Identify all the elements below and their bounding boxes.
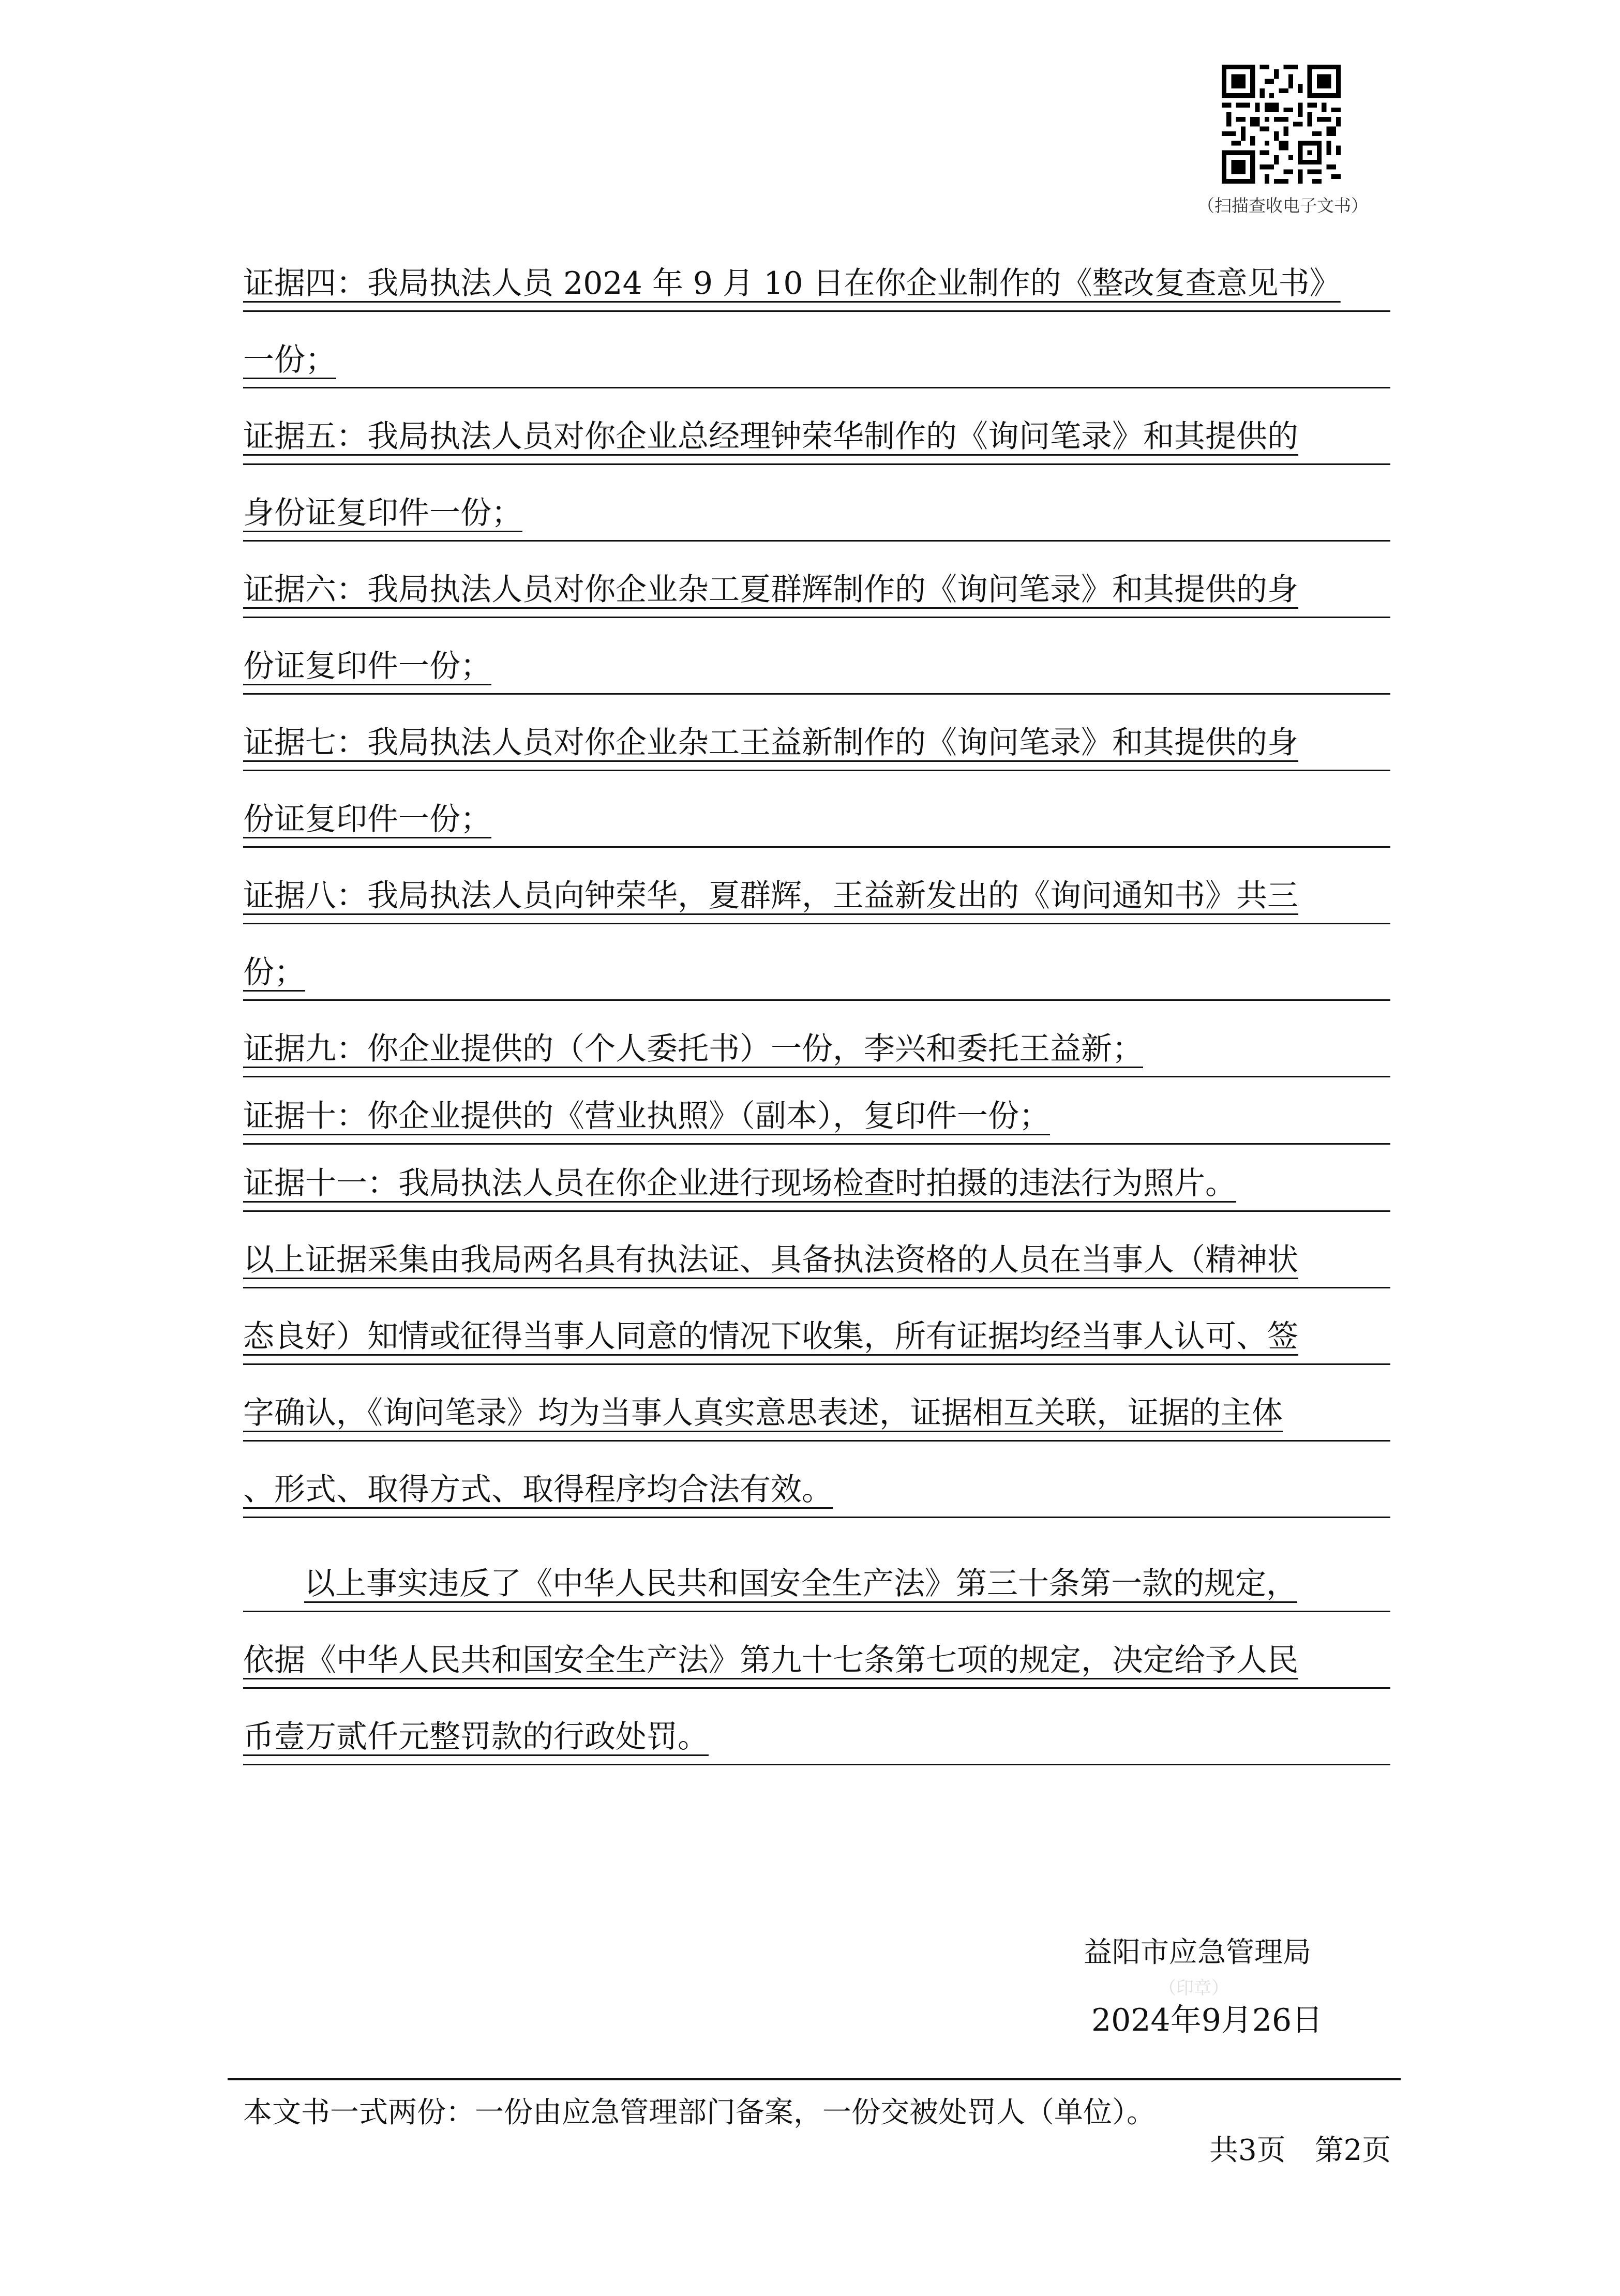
text-line [243,1301,1390,1365]
text-line-content: 证据九：你企业提供的（个人委托书）一份，李兴和委托王益新； [243,1031,1143,1067]
text-line [243,325,1390,388]
text-line-content: 依据《中华人民共和国安全生产法》第九十七条第七项的规定，决定给予人民 [243,1642,1298,1678]
text-line [243,1378,1390,1442]
issue-date: 2024年9月26日 [1091,2002,1323,2038]
text-line [243,554,1390,618]
text-line-content: 以上事实违反了《中华人民共和国安全生产法》第三十条第一款的规定， [304,1566,1297,1602]
text-line-content: 、形式、取得方式、取得程序均合法有效。 [243,1472,833,1508]
text-line-content: 身份证复印件一份； [243,495,522,531]
text-line [243,478,1390,542]
text-line [243,1225,1390,1288]
text-line [243,784,1390,848]
text-line-content: 证据五：我局执法人员对你企业总经理钟荣华制作的《询问笔录》和其提供的 [243,418,1298,455]
text-line [243,1625,1390,1689]
text-line [243,631,1390,695]
text-line-content: 份； [243,954,305,991]
text-line-content: 字确认，《询问笔录》均为当事人真实意思表述，证据相互关联，证据的主体 [243,1395,1283,1431]
text-line [243,248,1390,312]
text-line-content: 以上证据采集由我局两名具有执法证、具备执法资格的人员在当事人（精神状 [243,1242,1298,1278]
qr-caption: （扫描查收电子文书） [1197,196,1368,216]
text-line-content: 份证复印件一份； [243,648,491,684]
text-line-content: 证据八：我局执法人员向钟荣华，夏群辉，王益新发出的《询问通知书》共三 [243,878,1298,914]
text-line [243,401,1390,465]
issuing-organization: 益阳市应急管理局 [1084,1935,1312,1969]
text-line [243,937,1390,1001]
text-line [243,1454,1390,1518]
text-line [243,1702,1390,1765]
text-line [243,861,1390,924]
text-line-content: 一份； [243,342,336,378]
seal-mark: （印章） [1159,1978,1229,1999]
text-line-content: 证据十一：我局执法人员在你企业进行现场检查时拍摄的违法行为照片。 [243,1165,1236,1202]
qr-code-icon [1222,65,1341,184]
text-line-content: 态良好）知情或征得当事人同意的情况下收集，所有证据均经当事人认可、签 [243,1318,1298,1355]
text-line-content: 证据四：我局执法人员 2024 年 9 月 10 日在你企业制作的《整改复查意见书》 [243,265,1341,302]
page-number: 共3页 第2页 [1209,2134,1391,2167]
footer-divider [228,2078,1401,2080]
text-line-content: 证据七：我局执法人员对你企业杂工王益新制作的《询问笔录》和其提供的身 [243,725,1298,761]
text-line [243,1014,1390,1077]
text-line [243,1549,1390,1612]
text-line-content: 币壹万贰仟元整罚款的行政处罚。 [243,1719,709,1755]
text-line [243,708,1390,771]
text-line [243,1081,1390,1145]
footer-note: 本文书一式两份：一份由应急管理部门备案，一份交被处罚人（单位）。 [243,2096,1156,2129]
text-line-content: 份证复印件一份； [243,801,491,837]
text-line-content: 证据六：我局执法人员对你企业杂工夏群辉制作的《询问笔录》和其提供的身 [243,572,1298,608]
text-line-content: 证据十：你企业提供的《营业执照》（副本），复印件一份； [243,1098,1050,1134]
text-line [243,1148,1390,1212]
